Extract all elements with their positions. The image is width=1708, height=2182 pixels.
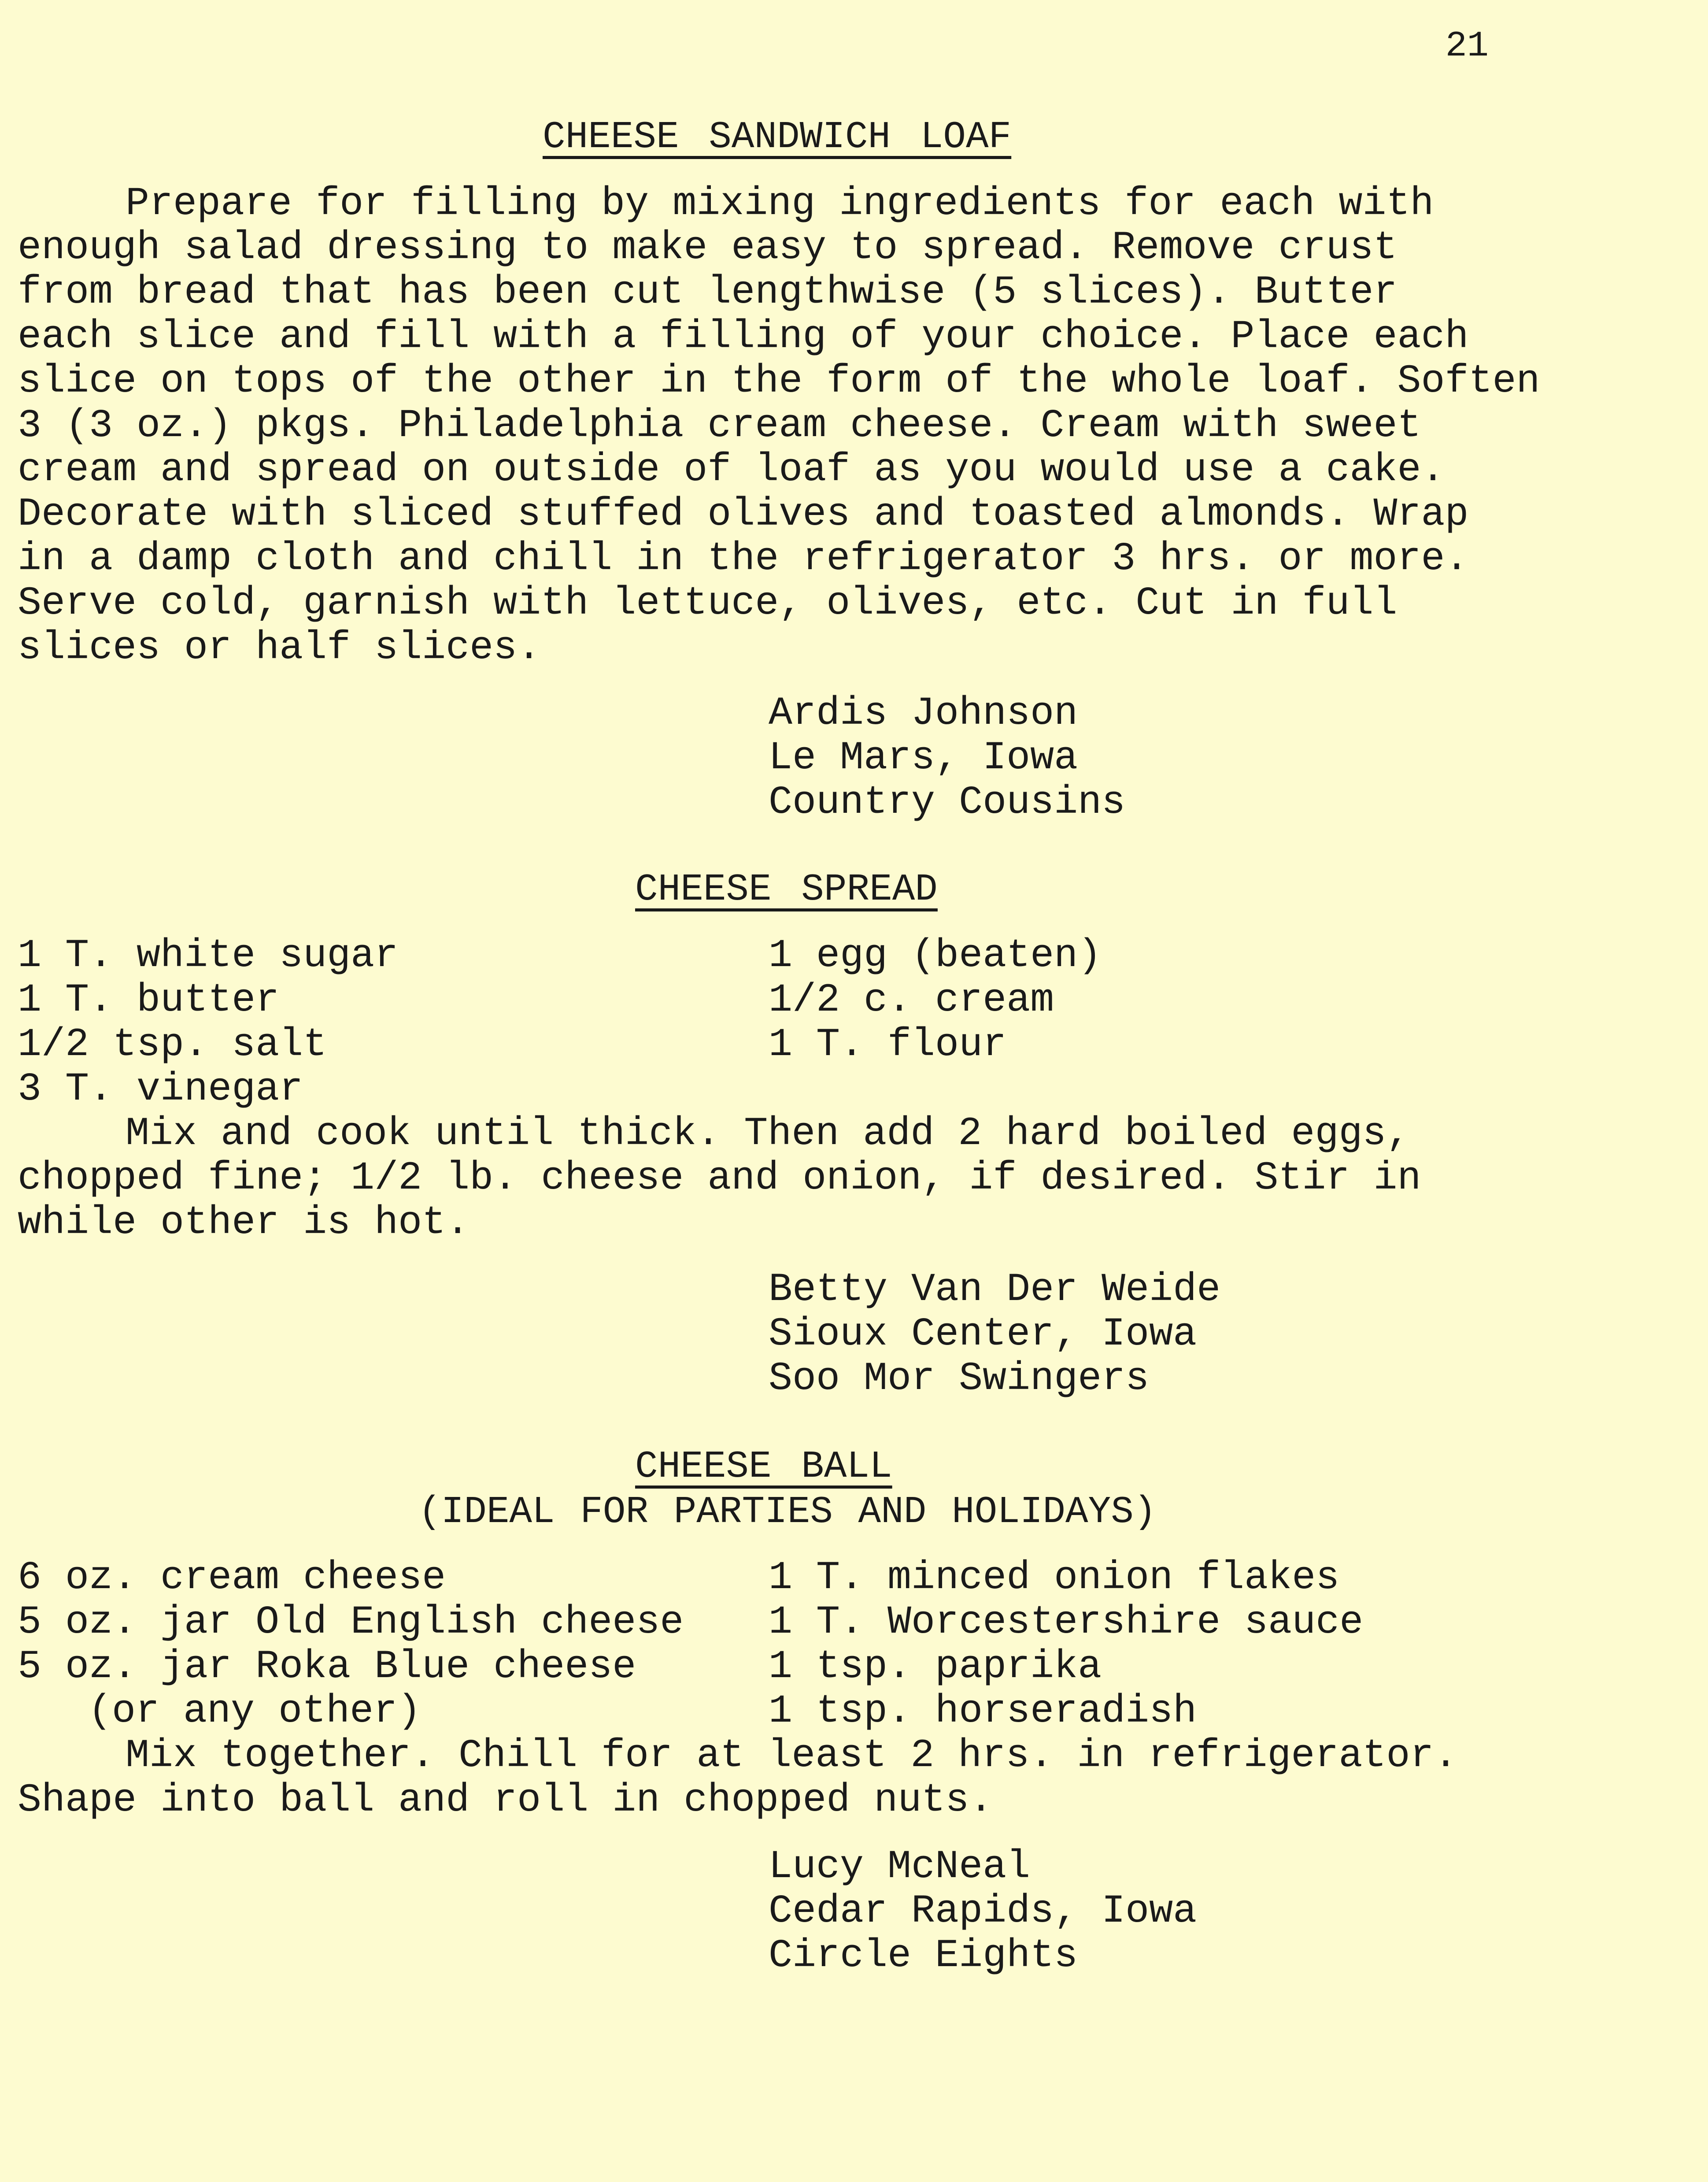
contributor-town: Cedar Rapids, Iowa <box>769 1889 1197 1934</box>
ingredient-item: 1 egg (beaten) <box>769 934 1102 978</box>
recipe-body-line: Mix and cook until thick. Then add 2 hard boiled eggs, <box>126 1111 1410 1156</box>
recipe-title: CHEESE SANDWICH LOAF <box>543 115 1012 159</box>
contributor-town: Sioux Center, Iowa <box>769 1312 1197 1357</box>
contributor-name: Ardis Johnson <box>769 691 1078 736</box>
recipe-body-line: enough salad dressing to make easy to spread. Remove crust <box>18 226 1397 270</box>
contributor-name: Betty Van Der Weide <box>769 1267 1221 1312</box>
contributor-name: Lucy McNeal <box>769 1845 1031 1889</box>
recipe-title: CHEESE BALL <box>635 1445 892 1488</box>
recipe-subtitle: (IDEAL FOR PARTIES AND HOLIDAYS) <box>418 1490 1157 1534</box>
recipe-body-line: chopped fine; 1/2 lb. cheese and onion, if desired. Stir in <box>18 1156 1421 1201</box>
ingredient-item: 3 T. vinegar <box>18 1067 303 1112</box>
recipe-body-line: slice on tops of the other in the form of the whole loaf. Soften <box>18 359 1540 404</box>
recipe-body-line: from bread that has been cut lengthwise (5 slices). Butter <box>18 270 1397 315</box>
recipe-body-line: 3 (3 oz.) pkgs. Philadelphia cream cheese. Cream with sweet <box>18 404 1421 448</box>
ingredient-item: 1 tsp. horseradish <box>769 1689 1197 1734</box>
recipe-body-line: Shape into ball and roll in chopped nuts. <box>18 1778 993 1823</box>
page-number: 21 <box>1445 26 1489 67</box>
recipe-body-line: in a damp cloth and chill in the refrigerator 3 hrs. or more. <box>18 537 1469 582</box>
ingredient-item: 1 T. Worcestershire sauce <box>769 1600 1364 1645</box>
contributor-club: Soo Mor Swingers <box>769 1356 1150 1401</box>
ingredient-item: 1 tsp. paprika <box>769 1645 1102 1689</box>
ingredient-item: 5 oz. jar Old English cheese <box>18 1600 684 1645</box>
recipe-body-line: Serve cold, garnish with lettuce, olives, etc. Cut in full <box>18 581 1397 626</box>
ingredient-item: 1 T. white sugar <box>18 934 399 978</box>
ingredient-item: 6 oz. cream cheese <box>18 1556 446 1600</box>
recipe-body-line: Mix together. Chill for at least 2 hrs. in refrigerator. <box>126 1734 1458 1778</box>
recipe-body-line: Decorate with sliced stuffed olives and toasted almonds. Wrap <box>18 492 1469 537</box>
ingredient-item: (or any other) <box>88 1689 421 1734</box>
recipe-body-line: Prepare for filling by mixing ingredients for each with <box>126 182 1434 226</box>
ingredient-item: 1 T. flour <box>769 1022 1007 1067</box>
ingredient-item: 1 T. minced onion flakes <box>769 1556 1340 1600</box>
recipe-body-line: cream and spread on outside of loaf as you would use a cake. <box>18 448 1445 493</box>
contributor-club: Country Cousins <box>769 780 1126 825</box>
contributor-club: Circle Eights <box>769 1934 1078 1978</box>
contributor-town: Le Mars, Iowa <box>769 736 1078 781</box>
ingredient-item: 1/2 c. cream <box>769 978 1054 1023</box>
recipe-body-line: while other is hot. <box>18 1200 470 1245</box>
recipe-title: CHEESE SPREAD <box>635 868 938 911</box>
recipe-body-line: slices or half slices. <box>18 626 541 671</box>
recipe-body-line: each slice and fill with a filling of your choice. Place each <box>18 315 1469 359</box>
ingredient-item: 1 T. butter <box>18 978 280 1023</box>
ingredient-item: 5 oz. jar Roka Blue cheese <box>18 1645 636 1689</box>
ingredient-item: 1/2 tsp. salt <box>18 1022 327 1067</box>
